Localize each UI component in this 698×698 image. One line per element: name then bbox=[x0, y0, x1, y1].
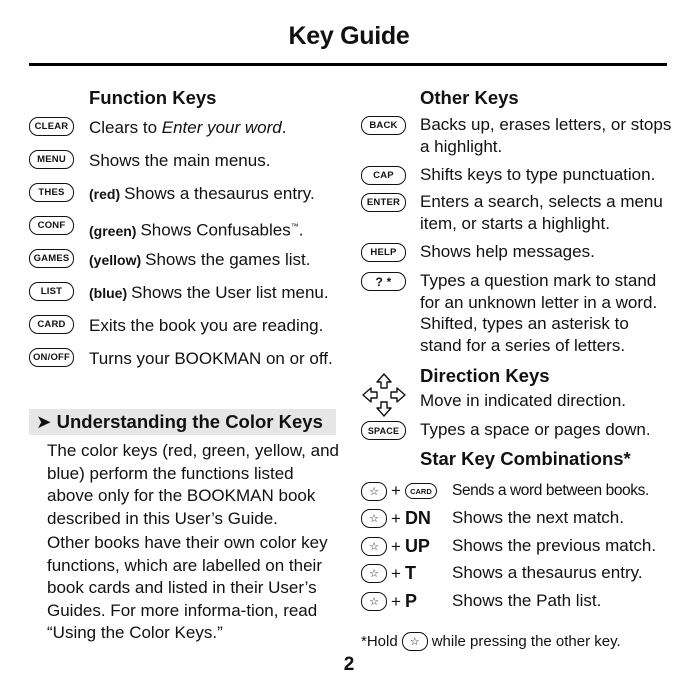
combo-key-label: DN bbox=[404, 508, 431, 528]
key-row-back bbox=[361, 116, 406, 135]
space-key-description: Types a space or pages down. bbox=[420, 420, 651, 439]
card-key-small: CARD bbox=[405, 483, 437, 499]
star-combo-description: Shows a thesaurus entry. bbox=[452, 563, 643, 582]
page-title: Key Guide bbox=[288, 22, 410, 50]
key-row-thes bbox=[29, 183, 315, 206]
star-icon: ☆ bbox=[361, 592, 387, 611]
key-row-enter bbox=[361, 193, 406, 212]
key-description: Shifts keys to type punctuation. bbox=[420, 165, 656, 184]
direction-keys-description: Move in indicated direction. bbox=[420, 391, 627, 410]
enter-key: ENTER bbox=[361, 193, 406, 212]
star-combo-description: Sends a word between books. bbox=[452, 482, 649, 499]
menu-key: MENU bbox=[29, 150, 74, 169]
key-description: Turns your BOOKMAN on or off. bbox=[89, 349, 333, 368]
key-description: Shows help messages. bbox=[420, 242, 595, 261]
key-description: Types a question mark to stand for an unknown letter in a word. Shifted, types an asterisk to stand for a series of letters. bbox=[420, 271, 658, 355]
star-icon: ☆ bbox=[361, 482, 387, 501]
star-combos-heading: Star Key Combinations* bbox=[420, 448, 631, 469]
combo-key-label: UP bbox=[404, 536, 430, 556]
key-row-cap bbox=[361, 166, 406, 185]
key-row-card bbox=[29, 315, 323, 337]
page-number: 2 bbox=[343, 654, 355, 675]
key-description: Backs up, erases letters, or stops a highlight. bbox=[420, 115, 672, 156]
plus-sign: + bbox=[391, 536, 401, 556]
space-key: SPACE bbox=[361, 421, 406, 440]
combo-key-label: T bbox=[404, 563, 416, 583]
on-off-key: ON/OFF bbox=[29, 348, 74, 367]
footnote: *Hold ☆ while pressing the other key. bbox=[361, 633, 621, 650]
direction-keys-heading: Direction Keys bbox=[420, 365, 550, 386]
star-combo-description: Shows the previous match. bbox=[452, 536, 657, 555]
function-keys-list bbox=[29, 117, 349, 377]
plus-sign: + bbox=[391, 481, 401, 500]
key-row-games bbox=[29, 249, 310, 272]
key-description: Shows the main menus. bbox=[89, 151, 271, 170]
plus-sign: + bbox=[391, 508, 401, 528]
key-row-help bbox=[361, 243, 406, 262]
key-description: Exits the book you are reading. bbox=[89, 316, 324, 335]
star-combo-p bbox=[361, 591, 441, 612]
key-description: (yellow) Shows the games list. bbox=[89, 250, 311, 269]
star-combo-dn bbox=[361, 508, 441, 529]
star-combo-description: Shows the next match. bbox=[452, 508, 624, 527]
key-row-menu bbox=[29, 150, 270, 172]
key-row-conf bbox=[29, 216, 303, 242]
star-icon: ☆ bbox=[361, 509, 387, 528]
list-key: LIST bbox=[29, 282, 74, 301]
star-icon: ☆ bbox=[402, 632, 428, 651]
color-keys-heading: ➤ Understanding the Color Keys bbox=[29, 409, 336, 435]
card-key: CARD bbox=[29, 315, 74, 334]
cap-key: CAP bbox=[361, 166, 406, 185]
other-keys-list bbox=[361, 114, 671, 359]
star-combo-t bbox=[361, 563, 441, 584]
title-rule bbox=[29, 63, 667, 66]
key-description: (blue) Shows the User list menu. bbox=[89, 283, 329, 302]
key-description: (green) Shows Confusables™. bbox=[89, 220, 304, 240]
function-keys-heading: Function Keys bbox=[89, 87, 217, 108]
key-description: Enters a search, selects a menu item, or starts a highlight. bbox=[420, 192, 663, 233]
star-combo-card bbox=[361, 481, 437, 501]
color-keys-paragraph-2: Other books have their own color key functions, which are labelled on their book cards and listed in their User’s Guides. For more informa-tion, read “Using the Color Keys.” bbox=[47, 533, 328, 642]
key-description: (red) Shows a thesaurus entry. bbox=[89, 184, 315, 203]
help-key: HELP bbox=[361, 243, 406, 262]
star-combo-up bbox=[361, 536, 441, 557]
star-icon: ☆ bbox=[361, 564, 387, 583]
combo-key-label: P bbox=[404, 591, 417, 611]
key-row-question-star bbox=[361, 272, 406, 291]
thes-key: THES bbox=[29, 183, 74, 202]
clear-key: CLEAR bbox=[29, 117, 74, 136]
key-row-on-off bbox=[29, 348, 333, 370]
star-icon: ☆ bbox=[361, 537, 387, 556]
key-row-list bbox=[29, 282, 329, 305]
star-combo-description: Shows the Path list. bbox=[452, 591, 602, 610]
conf-key: CONF bbox=[29, 216, 74, 235]
question-star-key: ? * bbox=[361, 272, 406, 291]
plus-sign: + bbox=[391, 591, 401, 611]
other-keys-heading: Other Keys bbox=[420, 87, 519, 108]
back-key: BACK bbox=[361, 116, 406, 135]
direction-arrows-icon bbox=[361, 372, 407, 418]
key-row-clear bbox=[29, 117, 286, 139]
color-keys-paragraph-1: The color keys (red, green, yellow, and blue) perform the functions listed above only for the BOOKMAN book described in this User’s Guide. bbox=[47, 441, 339, 528]
plus-sign: + bbox=[391, 563, 401, 583]
games-key: GAMES bbox=[29, 249, 74, 268]
key-description: Clears to Enter your word. bbox=[89, 118, 287, 137]
